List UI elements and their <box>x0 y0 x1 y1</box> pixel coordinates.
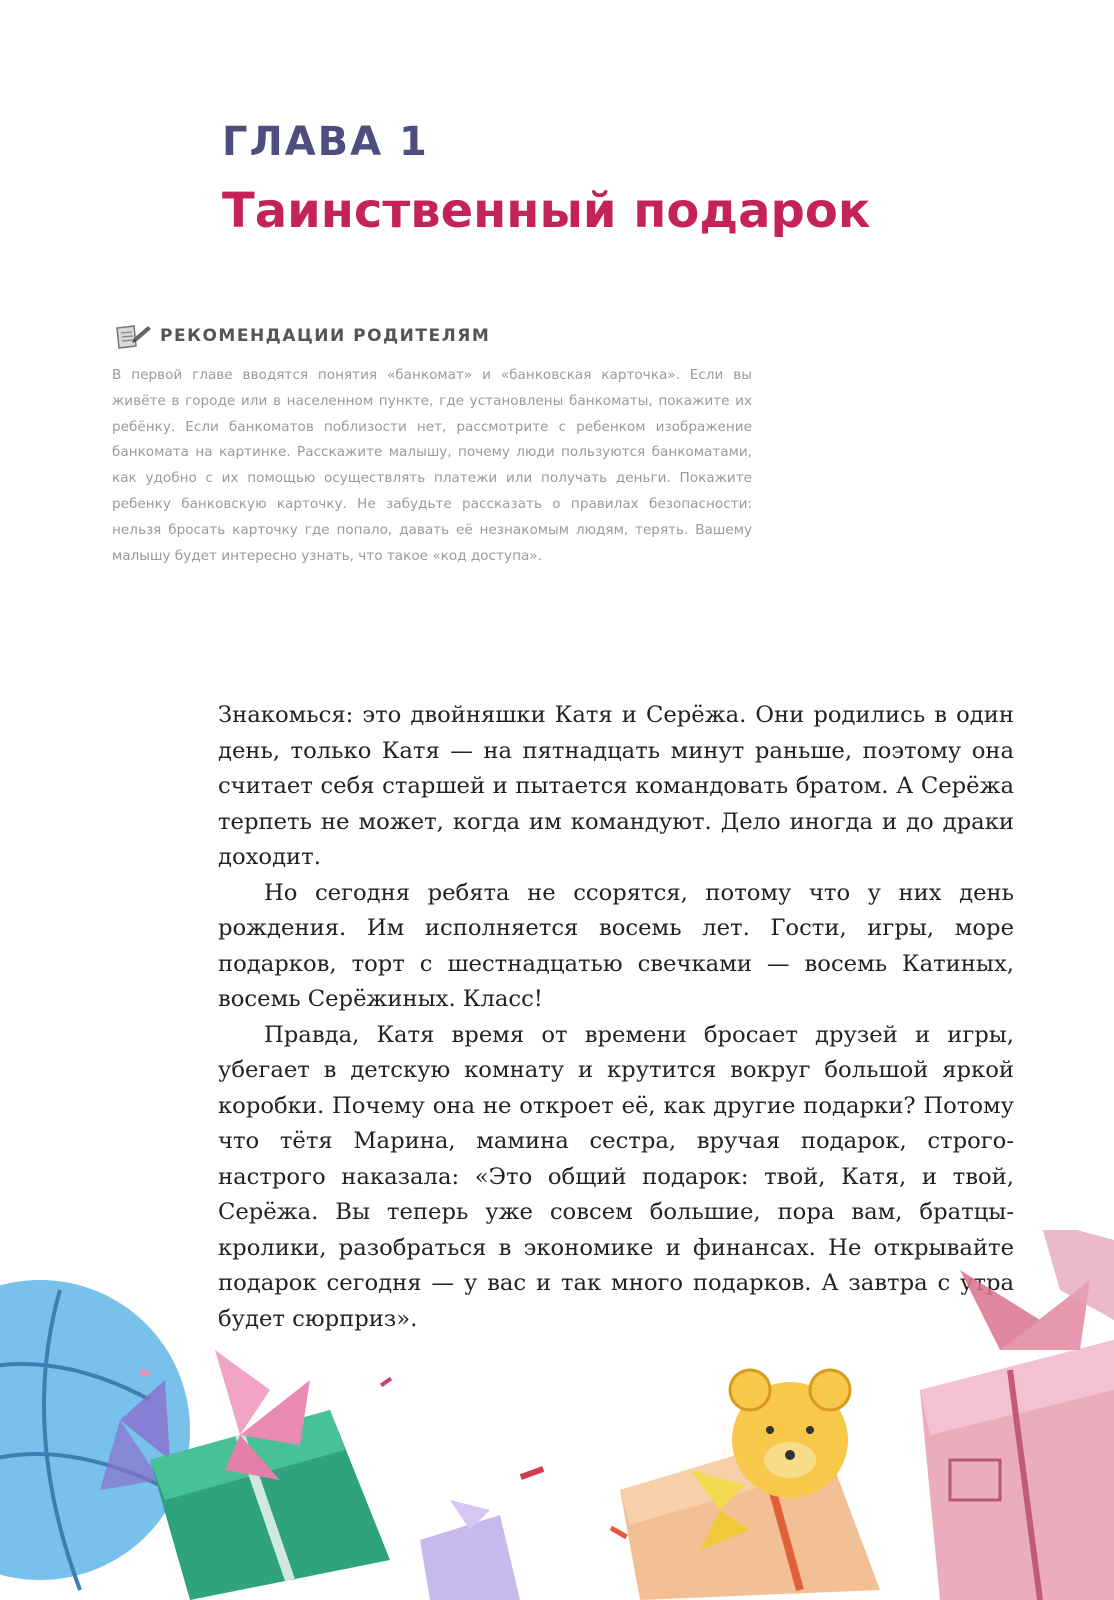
parents-recommendations-heading <box>114 322 490 350</box>
gifts-illustration <box>0 1230 1114 1600</box>
parents-recommendations-text: В первой главе вводятся понятия «банкомат» и «банковская карточка». Если вы живёте в городе или в населенном пункте, где установлены банкоматы, покажите их ребёнку. Если банкоматов поблизости нет, рассмотрите с ребенком изображение банкомата на картинке. Расскажите малышу, почему люди пользуются банкоматами, как удобно с их помощью осуществлять платежи или получать деньги. Покажите ребенку банковскую карточку. Не забудьте рассказать о правилах безопасности: нельзя бросать карточку где попало, давать её незнакомым людям, терять. Вашему малышу будет интересно узнать, что такое «код доступа». <box>112 367 752 564</box>
story-paragraph-1: Знакомься: это двойняшки Катя и Серёжа. Они родились в один день, только Катя — на пятнадцать минут раньше, поэтому она считает себя старшей и пытается командовать братом. А Серёжа терпеть не может, когда им командуют. Дело иногда и до драки доходит. <box>218 702 1014 870</box>
story-paragraph-2: Но сегодня ребята не ссорятся, потому что у них день рождения. Им исполняется восемь лет. Гости, игры, море подарков, торт с шестнадцатью свечками — восемь Катиных, восемь Серёжиных. Класс! <box>218 879 1014 1012</box>
chapter-label: ГЛАВА 1 <box>222 119 429 165</box>
parents-heading-label: РЕКОМЕНДАЦИИ РОДИТЕЛЯМ <box>160 326 491 346</box>
story-paragraph-3: Правда, Катя время от времени бросает друзей и игры, убегает в детскую комнату и крутится вокруг большой яркой коробки. Почему она не откроет её, как другие подарки? Потому что тётя Марина, мамина сестра, вручая подарок, строго-настрого наказала: «Это общий подарок: твой, Катя, и твой, Серёжа. Вы теперь уже совсем большие, пора вам, братцы-кролики, разобраться в экономике и финансах. Не открывайте подарок сегодня — у вас и так много подарков. А завтра с утра будет сюрприз». <box>218 1021 1014 1332</box>
chapter-title: Таинственный подарок <box>222 183 871 239</box>
pen-paper-icon <box>114 322 152 350</box>
